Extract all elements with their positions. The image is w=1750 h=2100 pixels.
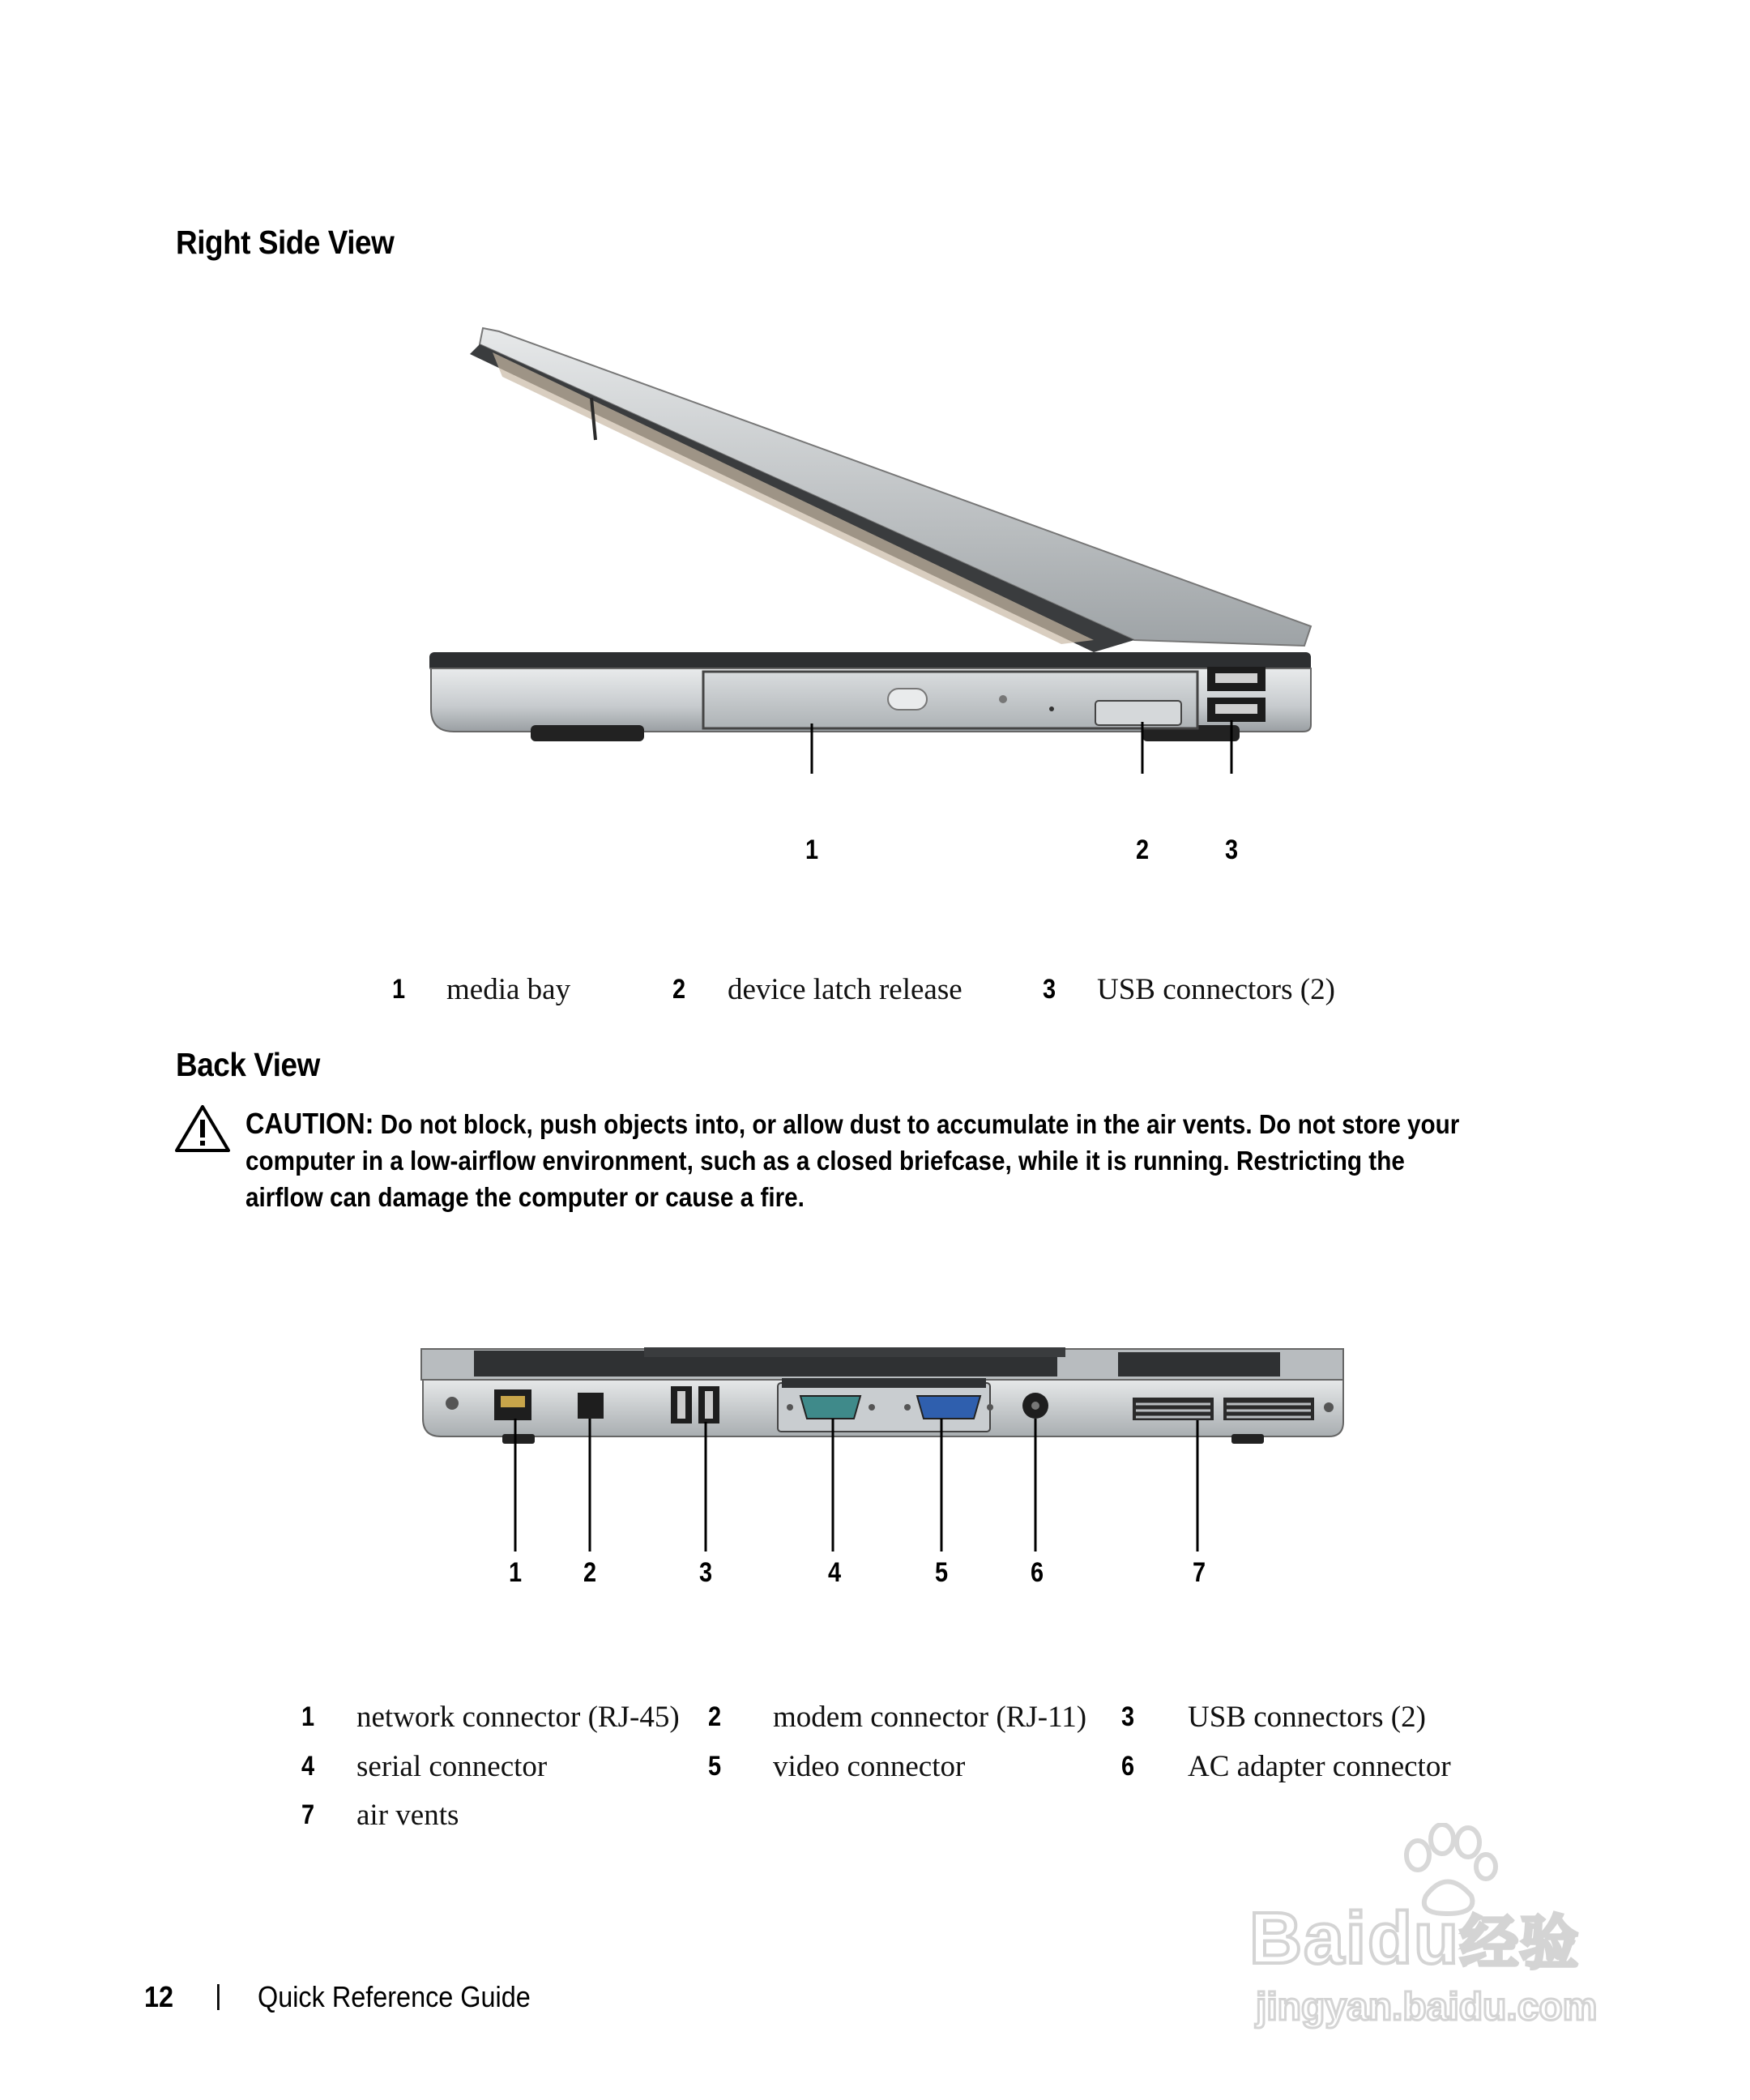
modem-connector	[578, 1393, 604, 1419]
legend-num: 6	[1121, 1751, 1135, 1782]
legend-text: media bay	[446, 973, 571, 1006]
page-number: 12	[144, 1980, 174, 2013]
legend-text: device latch release	[728, 973, 962, 1006]
network-connector	[494, 1389, 531, 1420]
legend-text: AC adapter connector	[1188, 1750, 1451, 1783]
back-callout-5: 5	[934, 1557, 949, 1588]
callout-2: 2	[1135, 834, 1150, 865]
footer-separator: |	[215, 1980, 222, 2011]
legend-text: air vents	[356, 1799, 459, 1832]
footer-title: Quick Reference Guide	[258, 1980, 531, 2013]
legend-num: 1	[301, 1701, 315, 1732]
right-side-laptop-figure	[421, 320, 1329, 774]
legend-num: 2	[708, 1701, 722, 1732]
watermark-brand: Bai	[1249, 1898, 1368, 1979]
ac-adapter-connector	[1022, 1393, 1048, 1419]
back-callout-6: 6	[1030, 1557, 1044, 1588]
legend-text: USB connectors (2)	[1097, 973, 1335, 1006]
legend-num: 1	[392, 974, 406, 1005]
back-callout-4: 4	[827, 1557, 842, 1588]
baidu-watermark	[1240, 1823, 1677, 2029]
watermark-url: jingyan.baidu.com	[1256, 1986, 1598, 2029]
caution-icon	[173, 1103, 232, 1154]
legend-text: serial connector	[356, 1750, 548, 1783]
back-callout-1: 1	[508, 1557, 523, 1588]
watermark-cn: 经验	[1460, 1909, 1581, 1977]
right-side-view-heading: Right Side View	[176, 224, 395, 261]
callout-1: 1	[805, 834, 819, 865]
legend-text: network connector (RJ-45)	[356, 1701, 680, 1734]
laptop-lid	[470, 328, 1311, 652]
legend-num: 4	[301, 1751, 315, 1782]
legend-num: 7	[301, 1799, 315, 1830]
back-laptop-figure	[413, 1341, 1353, 1584]
back-callout-3: 3	[698, 1557, 713, 1588]
caution-label: CAUTION:	[245, 1107, 374, 1140]
legend-text: video connector	[773, 1750, 966, 1783]
air-vents	[1133, 1398, 1334, 1420]
back-view-heading: Back View	[176, 1046, 320, 1083]
legend-num: 2	[672, 974, 686, 1005]
callout-3: 3	[1224, 834, 1239, 865]
back-callout-7: 7	[1192, 1557, 1206, 1588]
watermark-brand-du: du	[1368, 1898, 1461, 1979]
legend-num: 3	[1043, 974, 1056, 1005]
legend-text: USB connectors (2)	[1188, 1701, 1426, 1734]
caution-note	[245, 1105, 1485, 1215]
back-callout-2: 2	[583, 1557, 597, 1588]
caution-text: Do not block, push objects into, or allow dust to accumulate in the air vents. Do not store your computer in a low-airflow environment, such as a closed briefcase, while it is running. Restricting the airflow can damage the computer or cause a fire.	[245, 1109, 1460, 1212]
legend-num: 3	[1121, 1701, 1135, 1732]
legend-text: modem connector (RJ-11)	[773, 1701, 1087, 1734]
device-latch-release	[1095, 701, 1181, 725]
legend-num: 5	[708, 1751, 722, 1782]
